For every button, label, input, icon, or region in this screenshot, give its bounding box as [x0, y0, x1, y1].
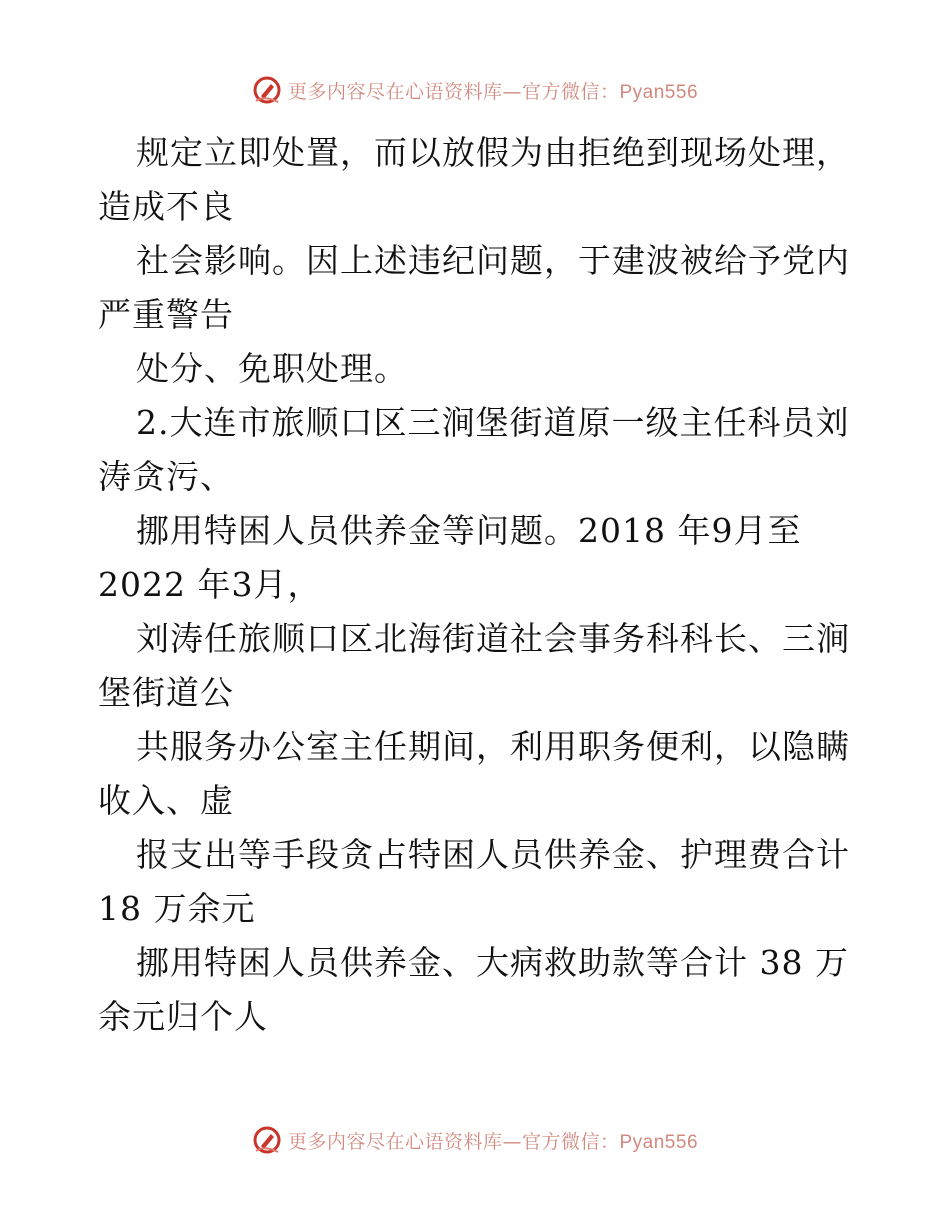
pen-logo-icon	[252, 1125, 282, 1155]
text-line: 堡街道公	[98, 673, 234, 712]
banner-text: 更多内容尽在心语资料库—官方微信：	[287, 80, 620, 103]
banner-contact: Pyan556	[619, 1131, 699, 1153]
document-body	[98, 126, 858, 1044]
text-line: 造成不良	[98, 187, 234, 226]
text-line: 余元归个人	[98, 997, 268, 1036]
footer-watermark	[0, 1122, 950, 1158]
text-line: 收入、虚	[98, 781, 234, 820]
text-line: 2022 年3月，	[98, 565, 322, 604]
text-line: 涛贪污、	[98, 457, 234, 496]
text-line: 2.大连市旅顺口区三涧堡街道原一级主任科员刘	[136, 403, 850, 442]
text-line: 社会影响。因上述违纪问题，于建波被给予党内	[136, 241, 850, 280]
banner	[252, 1125, 698, 1155]
text-line: 18 万余元	[98, 889, 256, 928]
text-line: 处分、免职处理。	[136, 349, 408, 388]
text-line: 规定立即处置，而以放假为由拒绝到现场处理，	[136, 133, 850, 172]
header-watermark	[0, 72, 950, 108]
text-line: 刘涛任旅顺口区北海街道社会事务科科长、三涧	[136, 619, 850, 658]
text-line: 共服务办公室主任期间，利用职务便利，以隐瞒	[136, 727, 850, 766]
banner-text: 更多内容尽在心语资料库—官方微信：	[287, 1130, 620, 1153]
text-line: 严重警告	[98, 295, 234, 334]
text-line: 挪用特困人员供养金、大病救助款等合计 38 万	[136, 943, 849, 982]
banner-contact: Pyan556	[619, 81, 699, 103]
pen-logo-icon	[252, 75, 282, 105]
text-line: 报支出等手段贪占特困人员供养金、护理费合计	[136, 835, 850, 874]
banner	[252, 75, 698, 105]
text-line: 挪用特困人员供养金等问题。2018 年9月至	[136, 511, 802, 550]
